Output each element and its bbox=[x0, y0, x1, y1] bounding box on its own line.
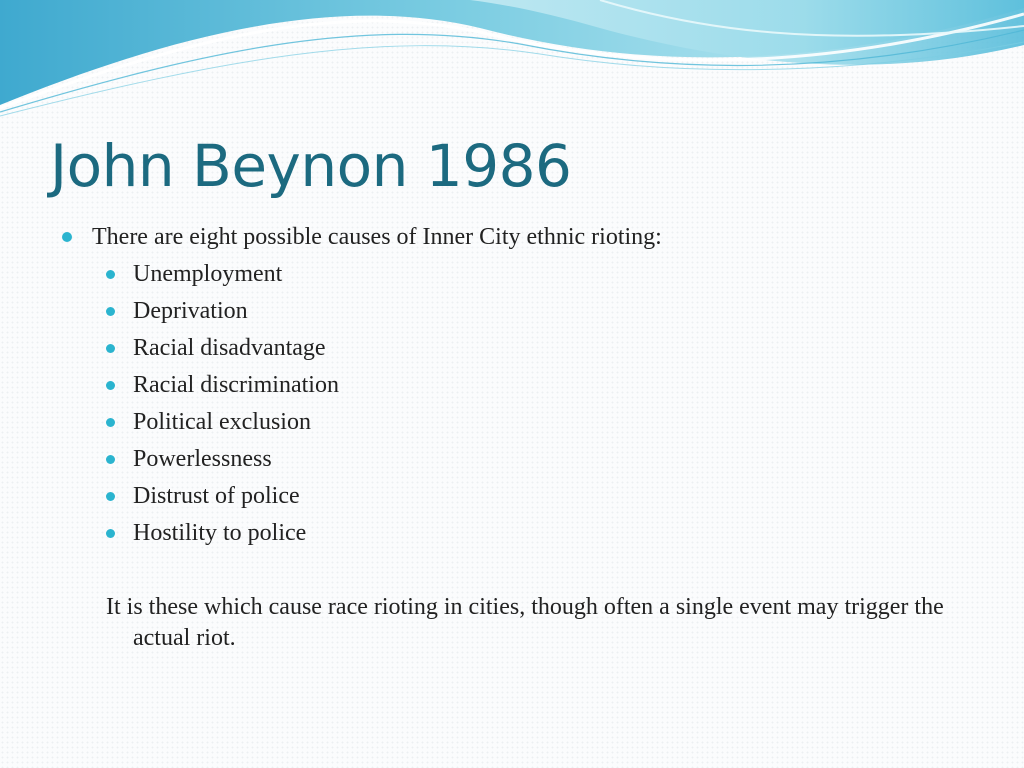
cause-text: Political exclusion bbox=[133, 409, 311, 435]
list-item bbox=[133, 259, 282, 289]
list-item bbox=[133, 370, 339, 400]
cause-text: Racial disadvantage bbox=[133, 335, 326, 361]
bullet-dot-icon bbox=[106, 270, 115, 279]
cause-text: Deprivation bbox=[133, 298, 248, 324]
cause-text: Distrust of police bbox=[133, 483, 300, 509]
bullet-dot-icon bbox=[106, 492, 115, 501]
list-item bbox=[133, 333, 326, 363]
bullet-dot-icon bbox=[106, 529, 115, 538]
conclusion-text: It is these which cause race rioting in cities, though often a single event may trigger the actual riot. bbox=[106, 594, 944, 651]
bullet-dot-icon bbox=[106, 455, 115, 464]
bullet-dot-icon bbox=[62, 232, 72, 242]
bullet-dot-icon bbox=[106, 344, 115, 353]
bullet-dot-icon bbox=[106, 381, 115, 390]
list-item bbox=[133, 481, 300, 511]
cause-text: Unemployment bbox=[133, 261, 283, 287]
intro-text: There are eight possible causes of Inner City ethnic rioting: bbox=[92, 224, 662, 250]
header-wave-decoration bbox=[0, 0, 1024, 130]
cause-text: Racial discrimination bbox=[133, 372, 339, 398]
slide-title: John Beynon 1986 bbox=[50, 132, 572, 200]
bullet-dot-icon bbox=[106, 418, 115, 427]
cause-text: Powerlessness bbox=[133, 446, 272, 472]
bullet-dot-icon bbox=[106, 307, 115, 316]
list-item bbox=[133, 407, 311, 437]
list-item bbox=[133, 296, 248, 326]
cause-text: Hostility to police bbox=[133, 520, 307, 546]
list-item bbox=[133, 518, 306, 548]
intro-bullet bbox=[92, 222, 662, 252]
list-item bbox=[133, 444, 272, 474]
